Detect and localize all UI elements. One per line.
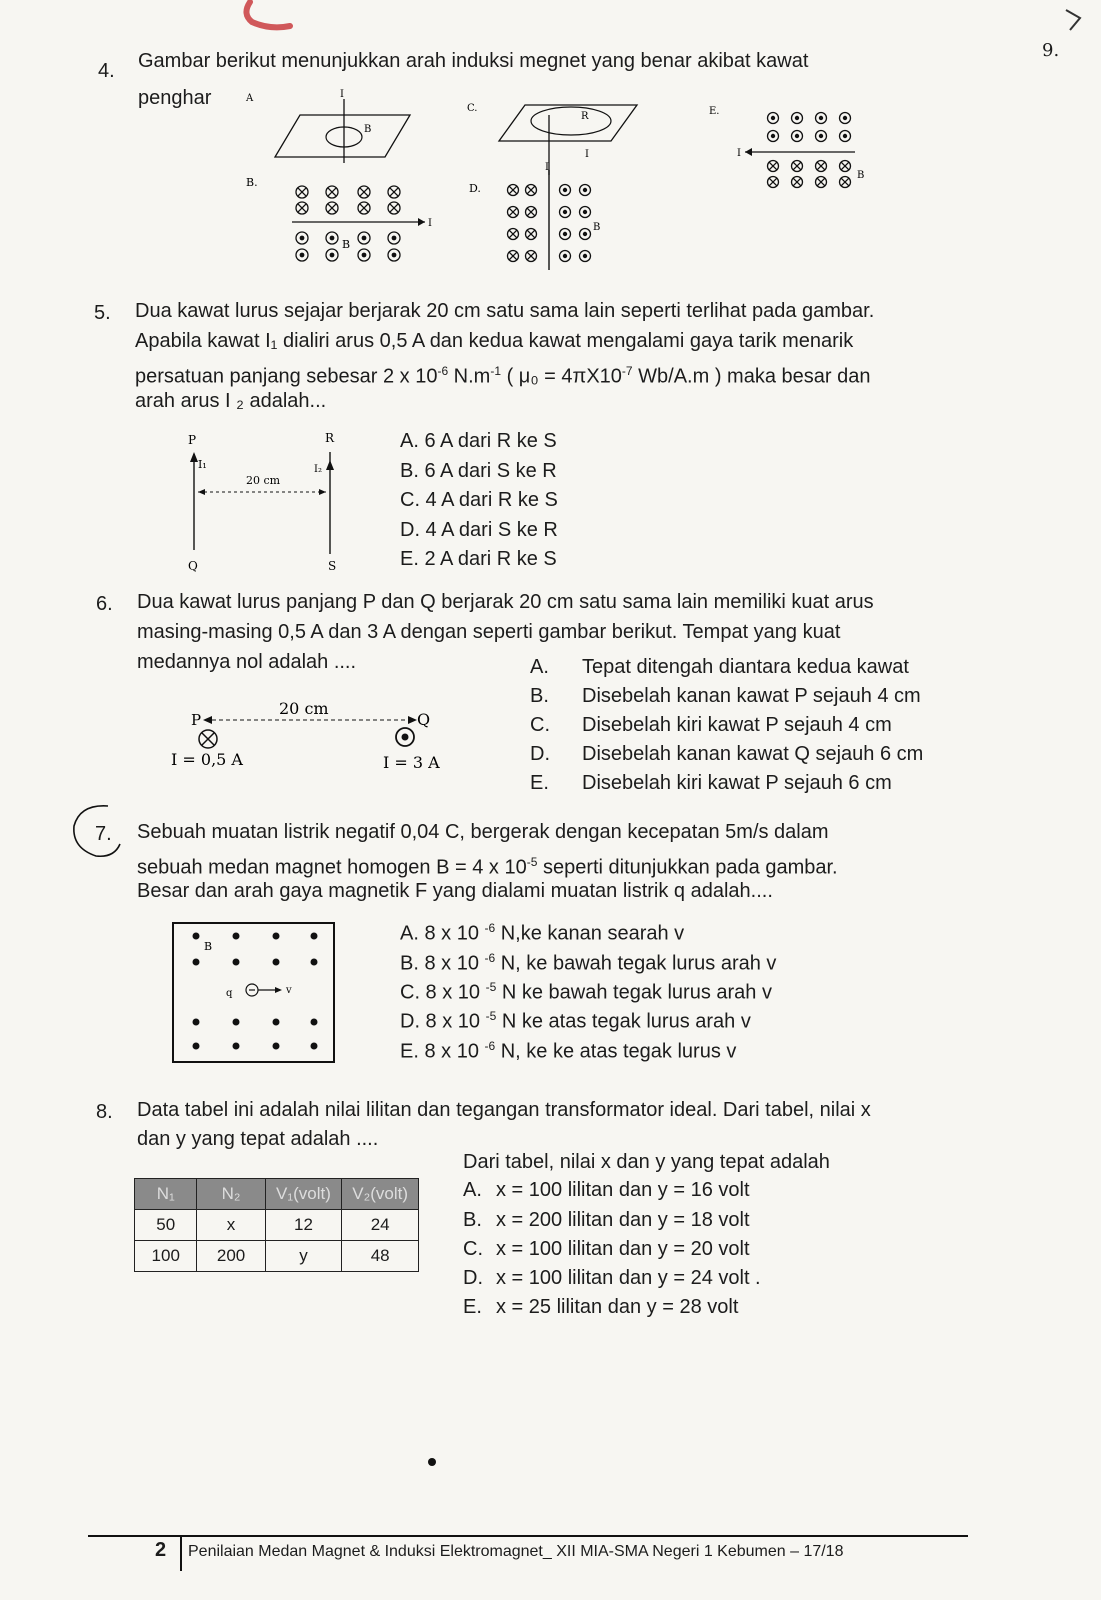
- footer-title: Penilaian Medan Magnet & Induksi Elektromagnet_ XII MIA-SMA Negeri 1 Kebumen – 17/18: [188, 1543, 844, 1560]
- q6-figure: [165, 695, 465, 785]
- transformer-table: [134, 1178, 419, 1272]
- q5-label-s: S: [328, 559, 337, 573]
- q4-text-line2: penghar: [138, 87, 212, 109]
- q8-prompt: Dari tabel, nilai x dan y yang tepat adalah: [463, 1151, 830, 1173]
- magnetic-field-dot: [273, 959, 280, 966]
- q7-line2: sebuah medan magnet homogen B = 4 x $10^{-5}$ seperti ditunjukkan pada gambar.: [137, 855, 838, 879]
- q7-label-b: B: [204, 940, 213, 953]
- q4-label-c-i: I: [585, 149, 589, 160]
- q5-figure: [180, 430, 360, 580]
- q5-label-i1: I₁: [198, 458, 207, 471]
- table-cell: 12: [265, 1210, 342, 1241]
- q4-label-d: D.: [469, 182, 481, 195]
- q6-number: 6.: [96, 593, 113, 615]
- q4-label-e: E.: [709, 106, 720, 117]
- q6-line3: medannya nol adalah ....: [137, 651, 357, 673]
- q7-label-v: v: [286, 985, 292, 996]
- table-cell: x: [197, 1210, 265, 1241]
- q6-option-text[interactable]: Disebelah kiri kawat P sejauh 6 cm: [582, 772, 892, 794]
- q6-option-letter[interactable]: D.: [530, 743, 550, 765]
- magnetic-field-dot: [311, 1043, 318, 1050]
- q5-option-b[interactable]: B. 6 A dari S ke R: [400, 460, 557, 482]
- q6-label-q: Q: [417, 710, 431, 729]
- magnetic-field-dot: [273, 933, 280, 940]
- q4-label-b: B.: [246, 176, 258, 189]
- q6-line2: masing-masing 0,5 A dan 3 A dengan seperti gambar berikut. Tempat yang kuat: [137, 621, 841, 643]
- q8-option-text[interactable]: x = 100 lilitan dan y = 24 volt .: [496, 1267, 761, 1289]
- q5-line3: persatuan panjang sebesar 2 x $10^{-6}$ $N.m^{-1}$ ( $\mu_0 = 4\pi X10^{-7}$ Wb/A.m ) maka besar dan: [135, 364, 871, 388]
- q6-label-p: P: [191, 711, 202, 729]
- q8-line2: dan y yang tepat adalah ....: [137, 1128, 379, 1150]
- q8-line1: Data tabel ini adalah nilai lilitan dan tegangan transformator ideal. Dari tabel, nilai x: [137, 1099, 871, 1121]
- q8-option-letter[interactable]: B.: [463, 1209, 482, 1231]
- magnetic-field-dot: [311, 959, 318, 966]
- q8-option-text[interactable]: x = 25 lilitan dan y = 28 volt: [496, 1296, 739, 1318]
- q4-label-b-i: I: [428, 218, 432, 229]
- table-cell: 24: [342, 1210, 419, 1241]
- table-row: [135, 1210, 419, 1241]
- q6-option-text[interactable]: Disebelah kiri kawat P sejauh 4 cm: [582, 714, 892, 736]
- magnetic-field-dot: [311, 933, 318, 940]
- footer-rule: [88, 1535, 968, 1537]
- magnetic-field-dot: [233, 933, 240, 940]
- q7-line3: Besar dan arah gaya magnetik F yang dialami muatan listrik q adalah....: [137, 880, 773, 902]
- magnetic-field-dot: [193, 959, 200, 966]
- table-header-v2: V₂(volt): [342, 1179, 419, 1210]
- q4-figure-e: [705, 98, 880, 198]
- q6-option-letter[interactable]: C.: [530, 714, 550, 736]
- q5-number: 5.: [94, 302, 111, 324]
- q6-option-text[interactable]: Disebelah kanan kawat Q sejauh 6 cm: [582, 743, 924, 765]
- q7-line1: Sebuah muatan listrik negatif 0,04 C, bergerak dengan kecepatan 5m/s dalam: [137, 821, 829, 843]
- magnetic-field-dot: [273, 1043, 280, 1050]
- q7-figure: [172, 922, 336, 1064]
- q7-option[interactable]: A. 8 x 10 $^{-6}$ N,ke kanan searah v: [400, 921, 685, 945]
- magnetic-field-dot: [273, 1019, 280, 1026]
- q5-line2: Apabila kawat I₁ dialiri arus 0,5 A dan kedua kawat mengalami gaya tarik menarik: [135, 330, 854, 352]
- q4-label-e-b: B: [857, 170, 865, 181]
- q8-number: 8.: [96, 1101, 113, 1123]
- table-row: [135, 1241, 419, 1272]
- q6-option-letter[interactable]: E.: [530, 772, 549, 794]
- q4-number: 4.: [98, 60, 115, 82]
- corner-pen-mark: [1060, 4, 1090, 34]
- magnetic-field-dot: [193, 1019, 200, 1026]
- q8-option-text[interactable]: x = 100 lilitan dan y = 20 volt: [496, 1238, 750, 1260]
- q5-label-r: R: [325, 431, 335, 445]
- q4-label-d-b: B: [593, 222, 601, 233]
- q4-figure-d: [465, 158, 635, 273]
- q4-label-a-b: B: [364, 124, 372, 135]
- q7-number: 7.: [95, 823, 112, 845]
- q4-label-b-b: B: [342, 238, 351, 251]
- q4-label-c: C.: [467, 103, 478, 114]
- table-header-v1: V₁(volt): [265, 1179, 342, 1210]
- table-cell: 50: [135, 1210, 197, 1241]
- red-pen-mark: [240, 0, 300, 35]
- q4-label-a-i: I: [340, 89, 344, 100]
- q5-option-e[interactable]: E. 2 A dari R ke S: [400, 548, 557, 570]
- q5-label-q: Q: [188, 559, 198, 573]
- magnetic-field-dot: [233, 1043, 240, 1050]
- q8-option-text[interactable]: x = 200 lilitan dan y = 18 volt: [496, 1209, 750, 1231]
- magnetic-field-dot: [233, 959, 240, 966]
- q8-option-letter[interactable]: D.: [463, 1267, 483, 1289]
- q7-option[interactable]: D. 8 x 10 $^{-5}$ N ke atas tegak lurus arah v: [400, 1009, 751, 1033]
- q6-option-letter[interactable]: B.: [530, 685, 549, 707]
- q7-option[interactable]: E. 8 x 10 $^{-6}$ N, ke ke atas tegak lurus v: [400, 1039, 737, 1063]
- q7-option[interactable]: C. 8 x 10 $^{-5}$ N ke bawah tegak lurus arah v: [400, 980, 772, 1004]
- footer-page-number: 2: [155, 1539, 167, 1561]
- table-cell: 200: [197, 1241, 265, 1272]
- q5-label-p: P: [188, 433, 197, 447]
- q6-option-text[interactable]: Disebelah kanan kawat P sejauh 4 cm: [582, 685, 921, 707]
- footer-divider: [180, 1535, 182, 1571]
- q5-option-d[interactable]: D. 4 A dari S ke R: [400, 519, 558, 541]
- q4-label-c-r: R: [581, 111, 589, 122]
- q5-line1: Dua kawat lurus sejajar berjarak 20 cm satu sama lain seperti terlihat pada gambar.: [135, 300, 875, 322]
- q4-label-a: A: [246, 93, 254, 104]
- q6-line1: Dua kawat lurus panjang P dan Q berjarak 20 cm satu sama lain memiliki kuat arus: [137, 591, 874, 613]
- stray-dot: [428, 1458, 436, 1466]
- q4-text-line1: Gambar berikut menunjukkan arah induksi megnet yang benar akibat kawat: [138, 50, 809, 72]
- q8-option-text[interactable]: x = 100 lilitan dan y = 16 volt: [496, 1179, 750, 1201]
- q5-line4: arah arus I ₂ adalah...: [135, 390, 327, 412]
- q4-figure-b: [240, 172, 440, 272]
- q7-label-q: q: [226, 988, 233, 999]
- q4-label-d-i: I: [545, 162, 549, 173]
- margin-note: 9.: [1042, 40, 1060, 61]
- magnetic-field-dot: [311, 1019, 318, 1026]
- q5-label-distance: 20 cm: [246, 474, 281, 487]
- table-header-row: [135, 1179, 419, 1210]
- q5-label-i2: I₂: [314, 464, 322, 475]
- q5-option-c[interactable]: C. 4 A dari R ke S: [400, 489, 558, 511]
- table-header-n2: N₂: [197, 1179, 265, 1210]
- q4-figure-a: [240, 85, 420, 165]
- q6-label-ip: I = 0,5 A: [171, 750, 243, 769]
- q6-option-letter[interactable]: A.: [530, 656, 549, 678]
- q6-label-iq: I = 3 A: [383, 753, 440, 772]
- q5-option-a[interactable]: A. 6 A dari R ke S: [400, 430, 557, 452]
- table-cell: y: [265, 1241, 342, 1272]
- magnetic-field-dot: [193, 1043, 200, 1050]
- q8-option-letter[interactable]: E.: [463, 1296, 482, 1318]
- q8-option-letter[interactable]: A.: [463, 1179, 482, 1201]
- magnetic-field-dot: [233, 1019, 240, 1026]
- q8-option-letter[interactable]: C.: [463, 1238, 483, 1260]
- table-header-n1: N₁: [135, 1179, 197, 1210]
- magnetic-field-dot: [193, 933, 200, 940]
- q7-option[interactable]: B. 8 x 10 $^{-6}$ N, ke bawah tegak lurus arah v: [400, 951, 777, 975]
- q4-label-e-i: I: [737, 148, 741, 159]
- q6-option-text[interactable]: Tepat ditengah diantara kedua kawat: [582, 656, 909, 678]
- table-cell: 48: [342, 1241, 419, 1272]
- table-cell: 100: [135, 1241, 197, 1272]
- q6-label-distance: 20 cm: [279, 699, 329, 718]
